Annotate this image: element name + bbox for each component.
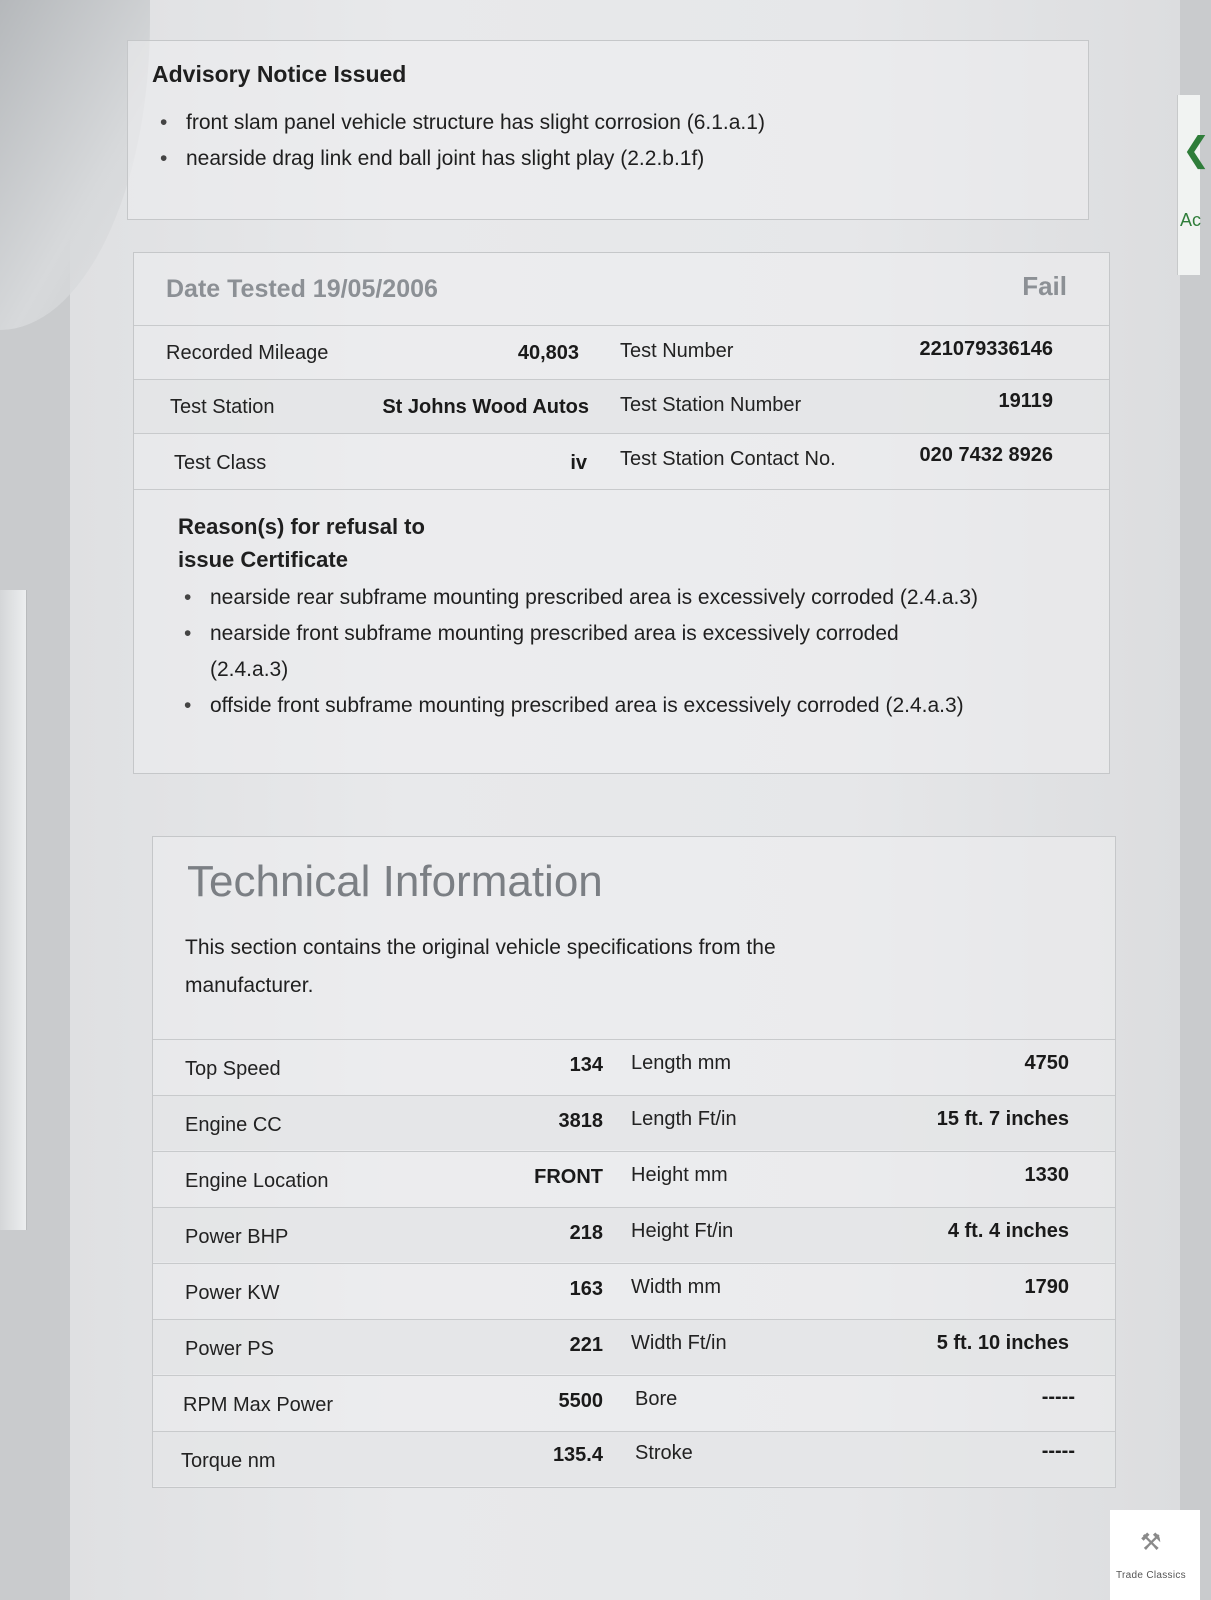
advisory-section [127, 40, 1089, 220]
value: 19119 [998, 390, 1053, 412]
table-row [153, 1319, 1115, 1374]
label: Height mm [631, 1164, 728, 1186]
list-item: • nearside front subframe mounting prescribed area is excessively corroded (2.4.a.3) [178, 616, 950, 688]
label: Stroke [635, 1442, 693, 1464]
right-paper-edge [1177, 95, 1211, 275]
technical-section [152, 836, 1116, 1488]
value: 134 [569, 1054, 603, 1076]
label: Test Class [174, 452, 267, 474]
value: 1790 [1024, 1276, 1069, 1298]
refusal-section [134, 489, 1109, 773]
value: 020 7432 8926 [919, 444, 1053, 466]
value: 4 ft. 4 inches [947, 1220, 1069, 1242]
label: Power PS [185, 1338, 274, 1360]
trade-classics-logo [1110, 1510, 1200, 1600]
advisory-heading: Advisory Notice Issued [152, 61, 407, 87]
refusal-heading [178, 510, 425, 576]
value: 135.4 [552, 1444, 603, 1466]
table-row [153, 1151, 1115, 1206]
label: RPM Max Power [183, 1394, 334, 1416]
label: Width Ft/in [631, 1332, 727, 1354]
label: Top Speed [185, 1058, 281, 1080]
table-row [134, 379, 1109, 434]
edge-text: Ac [1180, 210, 1202, 230]
technical-intro [185, 929, 776, 1005]
value: ----- [1041, 1440, 1075, 1462]
arrow-icon: ❮ [1182, 131, 1211, 169]
table-row [134, 433, 1109, 488]
test-result-badge: Fail [1022, 271, 1067, 301]
left-paper-edge [0, 590, 27, 1230]
value: 5500 [558, 1390, 603, 1412]
label: Bore [635, 1388, 678, 1410]
table-row [153, 1263, 1115, 1318]
table-row [153, 1207, 1115, 1262]
value: 4750 [1024, 1052, 1069, 1074]
label: Engine CC [185, 1114, 282, 1136]
test-result-section [133, 252, 1110, 774]
label: Test Number [620, 340, 734, 362]
intro-line: manufacturer. [185, 974, 314, 997]
technical-title: Technical Information [187, 857, 603, 906]
table-row [153, 1431, 1115, 1486]
value: 15 ft. 7 inches [936, 1108, 1069, 1130]
table-row [153, 1095, 1115, 1150]
refusal-heading-line: Reason(s) for refusal to [178, 514, 425, 539]
label: Length Ft/in [631, 1108, 737, 1130]
label: Engine Location [185, 1170, 329, 1192]
value: St Johns Wood Autos [382, 396, 589, 418]
list-item: • nearside drag link end ball joint has slight play (2.2.b.1f) [154, 141, 765, 177]
value: 40,803 [517, 342, 579, 364]
value: 221 [569, 1334, 603, 1356]
label: Length mm [631, 1052, 732, 1074]
label: Test Station [170, 396, 275, 418]
test-details-table [134, 325, 1109, 489]
value: iv [570, 452, 587, 474]
value: 218 [569, 1222, 603, 1244]
label: Height Ft/in [631, 1220, 734, 1242]
list-item: • nearside rear subframe mounting prescribed area is excessively corroded (2.4.a.3) [178, 580, 1058, 616]
table-row [153, 1375, 1115, 1430]
label: Test Station Number [620, 394, 802, 416]
intro-line: This section contains the original vehicle specifications from the [185, 936, 776, 959]
label: Power KW [185, 1282, 280, 1304]
specs-table [153, 1039, 1115, 1487]
logo-name: Trade Classics [1116, 1570, 1186, 1581]
value: 221079336146 [919, 338, 1053, 360]
label: Width mm [631, 1276, 721, 1298]
list-item: • offside front subframe mounting prescribed area is excessively corroded (2.4.a.3) [178, 688, 1058, 724]
advisory-list [154, 105, 765, 177]
label: Test Station Contact No. [620, 448, 836, 470]
table-row [153, 1039, 1115, 1094]
label: Torque nm [181, 1450, 276, 1472]
table-row [134, 325, 1109, 380]
value: 5 ft. 10 inches [936, 1332, 1069, 1354]
label: Power BHP [185, 1226, 289, 1248]
value: 163 [569, 1278, 603, 1300]
gavel-icon: ⚒ [1140, 1529, 1162, 1556]
list-item: • front slam panel vehicle structure has slight corrosion (6.1.a.1) [154, 105, 765, 141]
label: Recorded Mileage [166, 342, 329, 364]
value: ----- [1041, 1386, 1075, 1408]
value: FRONT [534, 1166, 603, 1188]
refusal-heading-line: issue Certificate [178, 547, 348, 572]
refusal-list [178, 580, 1058, 724]
test-date: Date Tested 19/05/2006 [166, 275, 438, 303]
value: 1330 [1024, 1164, 1069, 1186]
value: 3818 [558, 1110, 603, 1132]
